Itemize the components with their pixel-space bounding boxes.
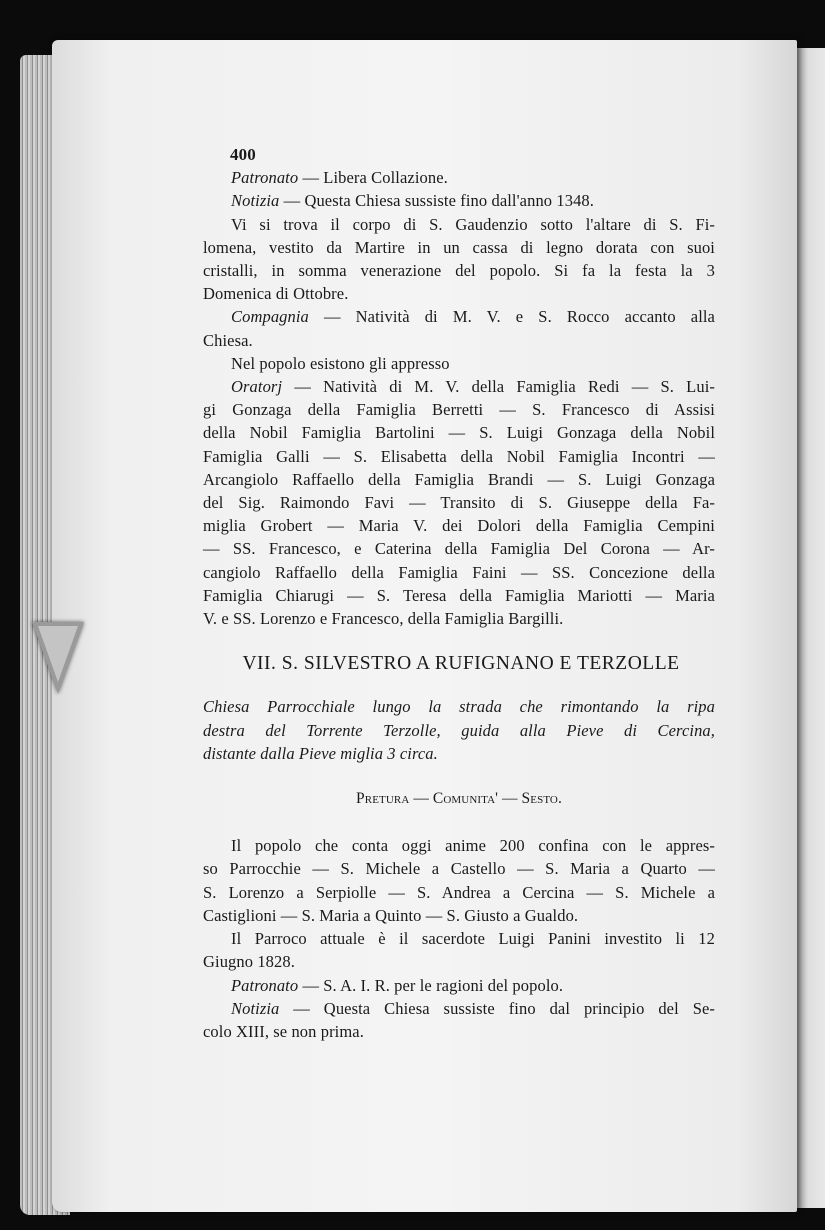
text-line: Arcangiolo Raffaello della Famiglia Brandi — S. Luigi Gonzaga bbox=[203, 469, 715, 489]
section-heading: VII. S. SILVESTRO A RUFIGNANO E TERZOLLE bbox=[242, 653, 680, 675]
church-description-line: destra del Torrente Terzolle, guida alla Pieve di Cercina, bbox=[203, 720, 715, 740]
text-line: Giugno 1828. bbox=[203, 952, 295, 972]
text-line: Notizia — Questa Chiesa sussiste fino dall'anno 1348. bbox=[231, 191, 595, 211]
text-line: Oratorj — Natività di M. V. della Famiglia Redi — S. Lui- bbox=[231, 377, 715, 397]
jurisdiction-line: Pretura — Comunita' — Sesto. bbox=[356, 790, 562, 808]
bookmark-tab-inner bbox=[38, 626, 78, 682]
text-line: Il Parroco attuale è il sacerdote Luigi Panini investito li 12 bbox=[231, 929, 715, 949]
text-line: Patronato — Libera Collazione. bbox=[231, 168, 448, 188]
text-line: so Parrocchie — S. Michele a Castello — S. Maria a Quarto — bbox=[203, 859, 715, 879]
text-line: Nel popolo esistono gli appresso bbox=[231, 353, 450, 373]
text-line: cangiolo Raffaello della Famiglia Faini — SS. Concezione della bbox=[203, 562, 715, 582]
text-line: V. e SS. Lorenzo e Francesco, della Famiglia Bargilli. bbox=[203, 609, 564, 629]
text-line: miglia Grobert — Maria V. dei Dolori della Famiglia Cempini bbox=[203, 516, 715, 536]
text-line: del Sig. Raimondo Favi — Transito di S. Giuseppe della Fa- bbox=[203, 493, 715, 513]
text-line: cristalli, in somma venerazione del popolo. Si fa la festa la 3 bbox=[203, 261, 715, 281]
text-line: lomena, vestito da Martire in un cassa di legno dorata con suoi bbox=[203, 237, 715, 257]
text-line: gi Gonzaga della Famiglia Berretti — S. Francesco di Assisi bbox=[203, 400, 715, 420]
text-line: Castiglioni — S. Maria a Quinto — S. Giusto a Gualdo. bbox=[203, 905, 579, 925]
text-line: colo XIII, se non prima. bbox=[203, 1021, 364, 1041]
church-description-line: distante dalla Pieve miglia 3 circa. bbox=[203, 743, 438, 763]
text-line: Vi si trova il corpo di S. Gaudenzio sotto l'altare di S. Fi- bbox=[231, 214, 715, 234]
text-line: Compagnia — Natività di M. V. e S. Rocco accanto alla bbox=[231, 307, 715, 327]
page-text bbox=[203, 143, 715, 1043]
church-description-line: Chiesa Parrocchiale lungo la strada che rimontando la ripa bbox=[203, 697, 715, 717]
text-line: Domenica di Ottobre. bbox=[203, 284, 349, 304]
facing-page-edge bbox=[797, 48, 825, 1208]
text-line: Il popolo che conta oggi anime 200 confina con le appres- bbox=[231, 836, 715, 856]
text-line: della Nobil Famiglia Bartolini — S. Luigi Gonzaga della Nobil bbox=[203, 423, 715, 443]
text-line: Patronato — S. A. I. R. per le ragioni del popolo. bbox=[231, 975, 564, 995]
text-line: S. Lorenzo a Serpiolle — S. Andrea a Cercina — S. Michele a bbox=[203, 882, 715, 902]
text-line: — SS. Francesco, e Caterina della Famiglia Del Corona — Ar- bbox=[203, 539, 715, 559]
text-line: Notizia — Questa Chiesa sussiste fino dal principio del Se- bbox=[231, 998, 715, 1018]
text-line: Chiesa. bbox=[203, 330, 253, 350]
text-line: Famiglia Galli — S. Elisabetta della Nobil Famiglia Incontri — bbox=[203, 446, 715, 466]
page-number: 400 bbox=[230, 145, 256, 164]
text-line: Famiglia Chiarugi — S. Teresa della Famiglia Mariotti — Maria bbox=[203, 585, 715, 605]
